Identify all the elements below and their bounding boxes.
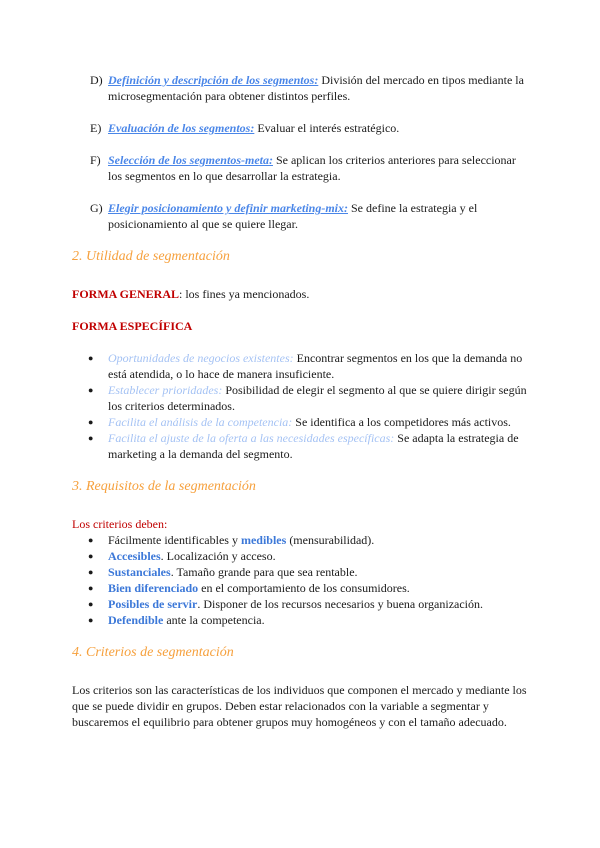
bullet-text: ante la competencia. bbox=[163, 613, 265, 627]
lettered-list bbox=[72, 72, 532, 232]
section-heading-utilidad: 2. Utilidad de segmentación bbox=[72, 249, 230, 264]
item-text: Se aplican los criterios anteriores para seleccionar los segmentos en lo que desarrollar la estrategia. bbox=[108, 153, 516, 183]
bullet-term: Sustanciales bbox=[108, 565, 171, 579]
bullet-text: en el comportamiento de los consumidores. bbox=[198, 581, 410, 595]
bullet-text: (mensurabilidad). bbox=[286, 533, 375, 547]
section-heading-criterios: 4. Criterios de segmentación bbox=[72, 645, 234, 660]
bullet-icon: ● bbox=[88, 615, 94, 625]
bullet-icon: ● bbox=[88, 353, 94, 363]
bullet-icon: ● bbox=[88, 583, 94, 593]
term-link[interactable]: Selección de los segmentos-meta: bbox=[108, 153, 273, 167]
bullet-text: . Tamaño grande para que sea rentable. bbox=[170, 565, 358, 579]
list-item-e bbox=[72, 120, 532, 136]
list-item bbox=[72, 548, 532, 564]
list-item bbox=[72, 564, 532, 580]
bullet-icon: ● bbox=[88, 433, 94, 443]
bullet-icon: ● bbox=[88, 535, 94, 545]
list-item bbox=[72, 382, 532, 414]
bullet-text: . Localización y acceso. bbox=[160, 549, 276, 563]
document-content bbox=[72, 72, 532, 730]
forma-general-text: : los fines ya mencionados. bbox=[179, 287, 310, 301]
bullet-term: Bien diferenciado bbox=[108, 581, 199, 595]
item-marker: F) bbox=[90, 153, 101, 167]
bullet-term: Accesibles bbox=[108, 549, 161, 563]
bullet-icon: ● bbox=[88, 385, 94, 395]
bullet-icon: ● bbox=[88, 417, 94, 427]
term-link[interactable]: Definición y descripción de los segmentos: bbox=[108, 73, 319, 87]
item-marker: G) bbox=[90, 201, 103, 215]
bullet-icon: ● bbox=[88, 567, 94, 577]
bullet-text: . Disponer de los recursos necesarios y buena organización. bbox=[197, 597, 484, 611]
list-item bbox=[72, 596, 532, 612]
bullet-prefix: Fácilmente identificables y bbox=[108, 533, 241, 547]
bullet-term: Establecer prioridades: bbox=[108, 383, 223, 397]
forma-especifica-label: FORMA ESPECÍFICA bbox=[72, 319, 193, 333]
list-item-g bbox=[72, 200, 532, 232]
item-text: Se define la estrategia y el posicionamiento al que se quiere llegar. bbox=[108, 201, 478, 231]
bullet-text: Se identifica a los competidores más activos. bbox=[292, 415, 511, 429]
list-item bbox=[72, 350, 532, 382]
list-item-d bbox=[72, 72, 532, 104]
bullet-term: Facilita el análisis de la competencia: bbox=[108, 415, 293, 429]
forma-general-label: FORMA GENERAL bbox=[72, 287, 180, 301]
bullet-term: Facilita el ajuste de la oferta a las necesidades específicas: bbox=[108, 431, 395, 445]
list-item bbox=[72, 612, 532, 628]
bullet-text: Encontrar segmentos en los que la demanda no está atendida, o lo hace de manera insuficiente. bbox=[108, 351, 523, 381]
list-item bbox=[72, 532, 532, 548]
section-heading-requisitos: 3. Requisitos de la segmentación bbox=[72, 479, 256, 494]
list-item-f bbox=[72, 152, 532, 184]
bullet-term: Oportunidades de negocios existentes: bbox=[108, 351, 294, 365]
item-marker: E) bbox=[90, 121, 102, 135]
bullet-icon: ● bbox=[88, 599, 94, 609]
item-text: División del mercado en tipos mediante la microsegmentación para obtener distintos perfiles. bbox=[108, 73, 524, 103]
list-item bbox=[72, 430, 532, 462]
list-item bbox=[72, 414, 532, 430]
utilidad-bullet-list bbox=[72, 350, 532, 462]
item-marker: D) bbox=[90, 73, 103, 87]
bullet-icon: ● bbox=[88, 551, 94, 561]
bullet-text: Posibilidad de elegir el segmento al que se quiere dirigir según los criterios determinados. bbox=[108, 383, 527, 413]
requisitos-bullet-list bbox=[72, 532, 532, 628]
criterios-paragraph: Los criterios son las características de los individuos que componen el mercado y mediante los que se puede dividir en grupos. Deben estar relacionados con la variable a segmentar y buscaremos el equilibrio para obtener grupos muy homogéneos y con el tamaño adecuado. bbox=[72, 683, 527, 729]
list-item bbox=[72, 580, 532, 596]
requisitos-intro: Los criterios deben: bbox=[72, 517, 168, 531]
bullet-text: Se adapta la estrategia de marketing a la demanda del segmento. bbox=[108, 431, 519, 461]
term-link[interactable]: Evaluación de los segmentos: bbox=[108, 121, 255, 135]
bullet-term: medibles bbox=[240, 533, 287, 547]
item-text: Evaluar el interés estratégico. bbox=[254, 121, 400, 135]
bullet-term: Posibles de servir bbox=[108, 597, 198, 611]
term-link[interactable]: Elegir posicionamiento y definir marketing-mix: bbox=[108, 201, 348, 215]
forma-general-paragraph bbox=[72, 286, 532, 302]
bullet-term: Defendible bbox=[108, 613, 164, 627]
